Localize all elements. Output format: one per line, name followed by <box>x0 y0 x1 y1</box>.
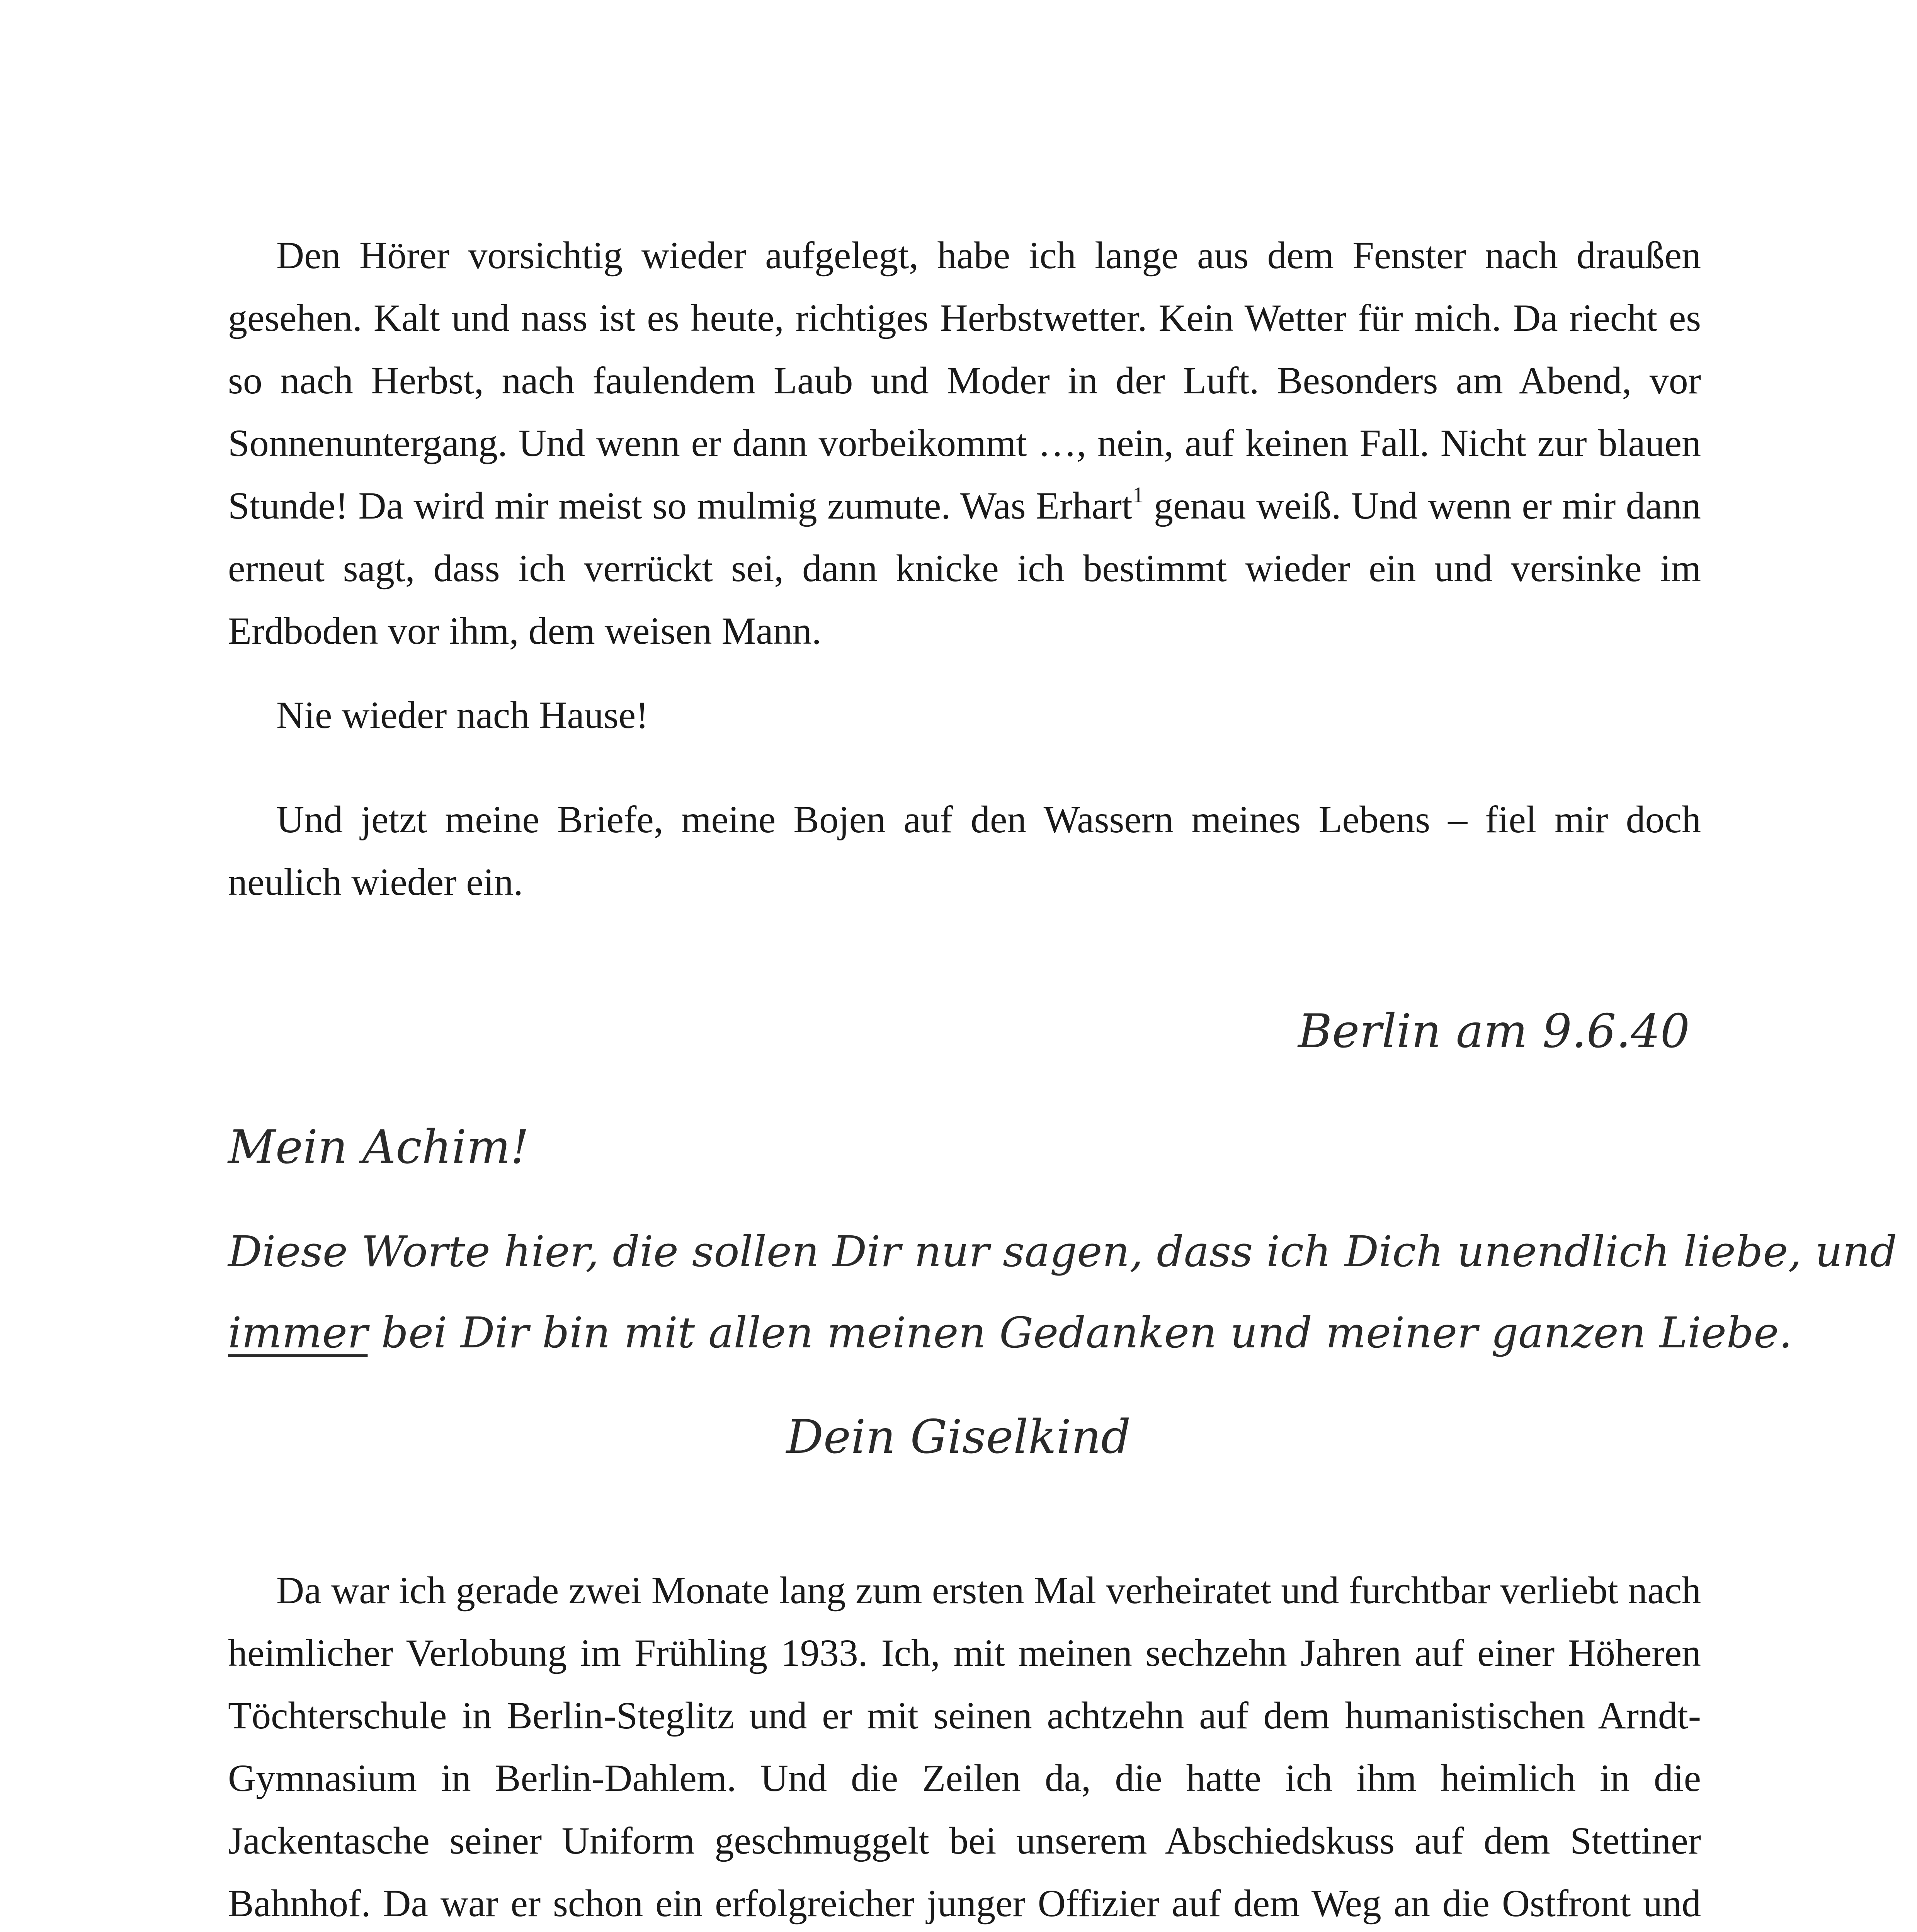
underlined-word: immer <box>228 1308 368 1357</box>
paragraph-text: Da war ich gerade zwei Monate lang zum ersten Mal verheiratet und furchtbar verliebt nach heimlicher Verlobung im Frühling 1933. Ich, mit meinen sechzehn Jahren auf einer Höheren Töchterschule in Berlin-Steglitz und er mit seinen achtzehn auf dem humanistischen Arndt-Gymnasium in Berlin-Dahlem. Und die Zeilen da, die hatte ich ihm heimlich in die Jackentasche seiner Uniform geschmuggelt bei unserem Abschiedskuss auf dem Stettiner Bahnhof. Da war er schon ein erfolgreicher junger Offizier auf dem Weg an die Ostfront und <box>228 1569 1701 1925</box>
letter-salutation: Mein Achim! <box>228 1121 529 1174</box>
paragraph-text: Nie wieder nach Hause! <box>276 694 649 736</box>
paragraph-marriage <box>228 1559 1701 1932</box>
paragraph-phone <box>228 224 1701 662</box>
paragraph-letters <box>228 788 1701 913</box>
letter-body-line-2 <box>228 1308 1792 1357</box>
footnote-reference[interactable]: 1 <box>1132 482 1144 507</box>
paragraph-text: genau weiß. Und wenn er mir dann erneut sagt, dass ich verrückt sei, dann knicke ich bestimmt wieder ein und versinke im Erdboden vor ihm, dem weisen Mann. <box>228 484 1701 652</box>
paragraph-never-home <box>228 684 1701 747</box>
paragraph-text: Und jetzt meine Briefe, meine Bojen auf den Wassern meines Lebens – fiel mir doch neulich wieder ein. <box>228 798 1701 903</box>
paragraph-text: Den Hörer vorsichtig wieder aufgelegt, habe ich lange aus dem Fenster nach draußen gesehen. Kalt und nass ist es heute, richtiges Herbstwetter. Kein Wetter für mich. Da riecht es so nach Herbst, nach faulendem Laub und Moder in der Luft. Besonders am Abend, vor Sonnenuntergang. Und wenn er dann vorbeikommt …, nein, auf keinen Fall. Nicht zur blauen Stunde! Da wird mir meist so mulmig zumute. Was Erhart <box>228 234 1701 527</box>
letter-signature: Dein Giselkind <box>786 1410 1131 1464</box>
letter-body-line-1: Diese Worte hier, die sollen Dir nur sagen, dass ich Dich unendlich liebe, und <box>228 1227 1897 1276</box>
letter-date-line: Berlin am 9.6.40 <box>1298 1005 1690 1058</box>
letter-body-text: bei Dir bin mit allen meinen Gedanken und meiner ganzen Liebe. <box>367 1308 1793 1357</box>
